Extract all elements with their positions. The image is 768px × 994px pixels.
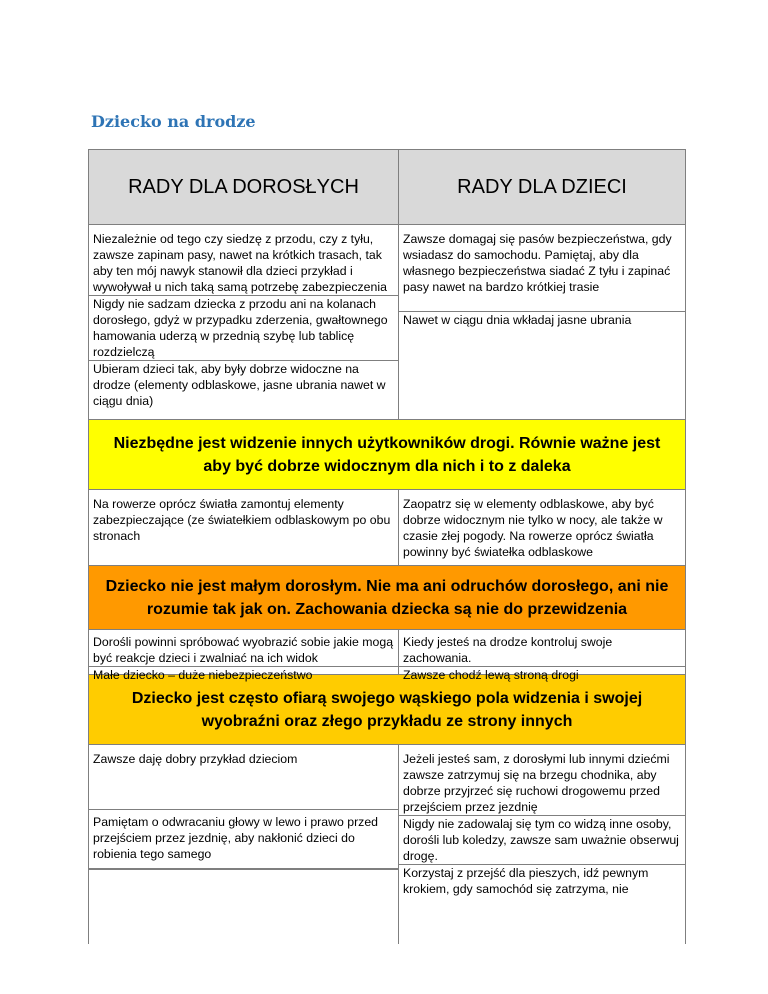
empty-cell	[89, 869, 398, 944]
adults-advice-look-both-ways: Pamiętam o odwracaniu głowy w lewo i prawo przed przejściem przez jezdnię, aby nakłonić dzieci do robienia tego samego	[89, 809, 398, 869]
header-adults: RADY DLA DOROSŁYCH	[89, 150, 399, 224]
section2-adults: Na rowerze oprócz światła zamontuj elementy zabezpieczające (ze światełkiem odblaskowym po obu stronach	[89, 490, 399, 565]
banner-child-behaviour-text: Dziecko nie jest małym dorosłym. Nie ma ani odruchów dorosłego, ani nie rozumie tak jak on. Zachowania dziecka są nie do przewidzenia	[105, 577, 669, 618]
banner-field-of-view	[89, 674, 685, 744]
adults-advice-seatbelts: Niezależnie od tego czy siedzę z przodu, czy z tyłu, zawsze zapinam pasy, nawet na krótkich trasach, tak aby ten mój nawyk stanowił dla dzieci przykład i wywoływał u nich taką samą potrzebę zabezpieczenia	[89, 231, 398, 296]
advice-table	[88, 149, 686, 944]
banner-child-behaviour	[89, 565, 685, 629]
table-row	[89, 744, 685, 944]
adults-advice-visibility: Ubieram dzieci tak, aby były dobrze widoczne na drodze (elementy odblaskowe, jasne ubrania nawet w ciągu dnia)	[93, 362, 386, 408]
section1-children	[399, 225, 685, 419]
table-row	[89, 224, 685, 419]
children-advice-observe: Nigdy nie zadowalaj się tym co widzą inne osoby, dorośli lub koledzy, zawsze sam uważnie obserwuj drogę.	[399, 816, 685, 865]
adults-advice-imagine: Dorośli powinni spróbować wyobrazić sobie jakie mogą być reakcje dzieci i zwalniać na ich widok	[89, 634, 398, 667]
section1-adults	[89, 225, 399, 419]
children-advice-left-side: Zawsze chodź lewą stroną drogi	[403, 668, 579, 682]
section3-children	[399, 630, 685, 682]
adults-advice-example: Zawsze daję dobry przykład dzieciom	[93, 752, 298, 766]
adults-advice-front-seat: Nigdy nie sadzam dziecka z przodu ani na kolanach dorosłego, gdyż w przypadku zderzenia, gwałtownego hamowania uderzą w przednią szybę lub tablicę rozdzielczą	[89, 296, 398, 361]
banner-field-of-view-text: Dziecko jest często ofiarą swojego wąskiego pola widzenia i swojej wyobraźni oraz złego przykładu ze strony innych	[131, 689, 643, 730]
table-row	[89, 489, 685, 565]
section4-adults	[89, 745, 399, 944]
children-advice-control: Kiedy jesteś na drodze kontroluj swoje zachowania.	[399, 634, 685, 667]
adults-advice-danger: Małe dziecko – duże niebezpieczeństwo	[93, 668, 313, 682]
section3-adults	[89, 630, 399, 682]
section4-children	[399, 745, 685, 944]
children-advice-stop-at-curb: Jeżeli jesteś sam, z dorosłymi lub innymi dziećmi zawsze zatrzymuj się na brzegu chodnika, aby dobrze przyjrzeć się ruchowi drogowemu przed przejściem przez jezdnię	[399, 751, 685, 816]
section2-children: Zaopatrz się w elementy odblaskowe, aby być dobrze widocznym nie tylko w nocy, ale także w czasie złej pogody. Na rowerze oprócz światła powinny być światełka odblaskowe	[403, 497, 663, 559]
banner-visibility-text: Niezbędne jest widzenie innych użytkowników drogi. Równie ważne jest aby być dobrze widocznym dla nich i to z daleka	[113, 434, 661, 475]
children-advice-seatbelts: Zawsze domagaj się pasów bezpieczeństwa, gdy wsiadasz do samochodu. Pamiętaj, aby dla własnego bezpieczeństwa siadać Z tyłu i zapinać pasy nawet na bardzo krótkiej trasie	[399, 231, 685, 312]
children-advice-crossings: Korzystaj z przejść dla pieszych, idź pewnym krokiem, gdy samochód się zatrzyma, nie	[403, 866, 649, 896]
banner-visibility	[89, 419, 685, 489]
children-advice-clothes: Nawet w ciągu dnia wkładaj jasne ubrania	[403, 313, 632, 327]
header-children: RADY DLA DZIECI	[457, 175, 627, 198]
page-title: Dziecko na drodze	[91, 112, 256, 131]
table-header-row	[89, 149, 685, 224]
table-row	[89, 629, 685, 682]
